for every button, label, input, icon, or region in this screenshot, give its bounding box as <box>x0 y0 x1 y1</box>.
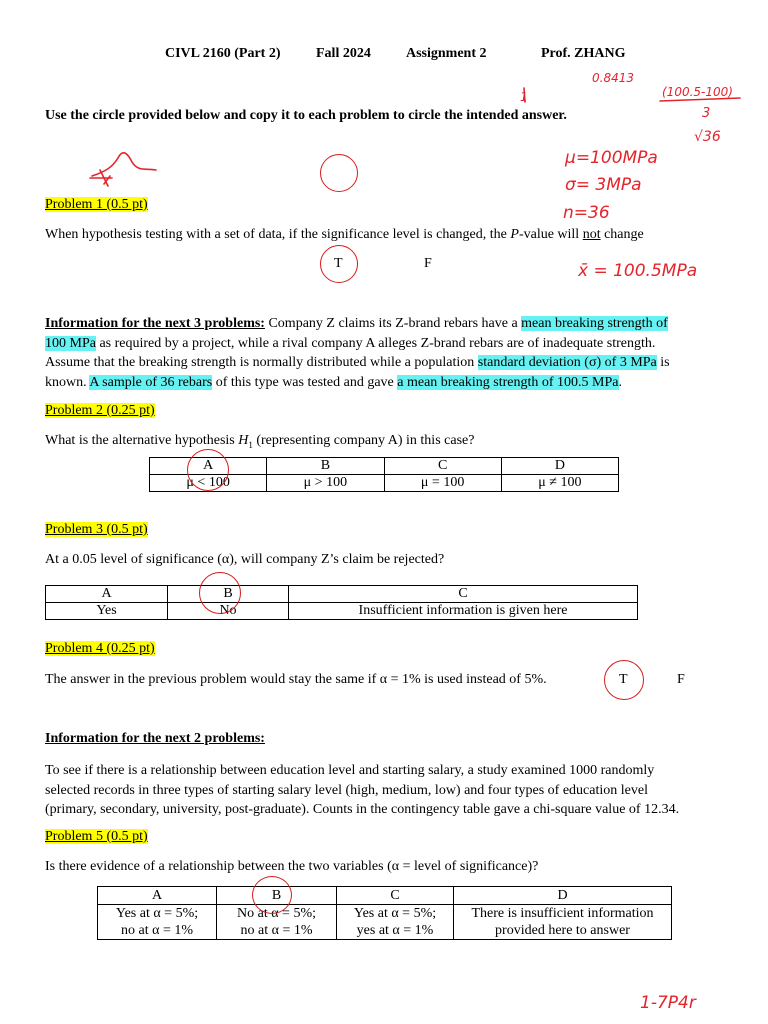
info-1-heading: Information for the next 3 problems: <box>45 316 265 331</box>
problem-1-title: Problem 1 (0.5 pt) <box>45 197 148 212</box>
p2-option-c[interactable]: μ = 100 <box>384 475 501 492</box>
p2-header-d: D <box>501 458 618 475</box>
hand-note-6: μ=100MPa <box>565 148 658 168</box>
p3-header-b: B <box>168 586 289 603</box>
hand-note-3: (100.5-100) <box>662 85 733 99</box>
p2-option-d[interactable]: μ ≠ 100 <box>501 475 618 492</box>
problem-2-title: Problem 2 (0.25 pt) <box>45 403 155 418</box>
problem-3-question: At a 0.05 level of significance (α), will company Z’s claim be rejected? <box>45 552 445 567</box>
p5-option-a-line2[interactable]: no at α = 1% <box>98 922 217 940</box>
problem-1-option-false[interactable]: F <box>424 256 432 271</box>
p5-option-b-line2[interactable]: no at α = 1% <box>217 922 337 940</box>
problem-4-question: The answer in the previous problem would stay the same if α = 1% is used instead of 5%. <box>45 672 547 687</box>
hand-arrow-sketch <box>90 170 112 186</box>
p2-header-c: C <box>384 458 501 475</box>
course-code: CIVL 2160 (Part 2) <box>165 46 281 61</box>
p3-option-b[interactable]: No <box>168 603 289 620</box>
p5-header-c: C <box>337 887 454 905</box>
problem-2-question: What is the alternative hypothesis $H_1$ (representing company A) in this case? <box>45 433 475 450</box>
problem-5-title: Problem 5 (0.5 pt) <box>45 829 148 844</box>
problem-1-question: When hypothesis testing with a set of data, if the significance level is changed, the P-value will not change <box>45 227 644 242</box>
professor: Prof. ZHANG <box>541 46 626 61</box>
hand-note-10: 1-7P4r <box>640 993 696 1013</box>
info-block-1: Information for the next 3 problems: Company Z claims its Z-brand rebars have a mean breaking strength of 100 MPa as required by a project, while a rival company A alleges Z-brand rebars are of inadequate strength. Assume that the breaking strength is normally distributed while a population standard deviation (σ) of 3 MPa is known. A sample of 36 rebars of this type was tested and gave a mean breaking strength of 100.5 MPa. <box>45 316 670 390</box>
problem-3-title: Problem 3 (0.5 pt) <box>45 522 148 537</box>
problem-4-title: Problem 4 (0.25 pt) <box>45 641 155 656</box>
hand-note-2: 0.8413 <box>592 71 634 85</box>
p5-header-b: B <box>217 887 337 905</box>
p5-option-d-line1[interactable]: There is insufficient information <box>454 905 672 923</box>
hand-note-7: σ= 3MPa <box>565 175 642 195</box>
p5-option-c-line2[interactable]: yes at α = 1% <box>337 922 454 940</box>
term: Fall 2024 <box>316 46 371 61</box>
problem-1-option-true[interactable]: T <box>334 256 343 271</box>
hand-note-4: 3 <box>702 106 711 121</box>
instruction: Use the circle provided below and copy it to each problem to circle the intended answer. <box>45 108 567 123</box>
p2-option-b[interactable]: μ > 100 <box>267 475 384 492</box>
p5-option-d-line2[interactable]: provided here to answer <box>454 922 672 940</box>
p2-option-a[interactable]: μ < 100 <box>150 475 267 492</box>
hand-note-8: n=36 <box>563 203 610 223</box>
p5-header-d: D <box>454 887 672 905</box>
p5-header-a: A <box>98 887 217 905</box>
p3-header-a: A <box>46 586 168 603</box>
p5-option-a-line1[interactable]: Yes at α = 5%; <box>98 905 217 923</box>
p3-option-c[interactable]: Insufficient information is given here <box>289 603 638 620</box>
problem-5-question: Is there evidence of a relationship between the two variables (α = level of significance)? <box>45 859 539 874</box>
problem-4-option-false[interactable]: F <box>677 672 685 687</box>
info-2-heading: Information for the next 2 problems: <box>45 731 265 746</box>
p3-header-c: C <box>289 586 638 603</box>
p3-option-a[interactable]: Yes <box>46 603 168 620</box>
hand-note-1: 1 <box>520 90 528 104</box>
hand-note-5: √36 <box>694 129 721 145</box>
assignment-title: Assignment 2 <box>406 46 487 61</box>
p2-header-b: B <box>267 458 384 475</box>
p5-option-c-line1[interactable]: Yes at α = 5%; <box>337 905 454 923</box>
p5-option-b-line1[interactable]: No at α = 5%; <box>217 905 337 923</box>
hand-note-9: x̄ = 100.5MPa <box>578 261 698 281</box>
p2-header-a: A <box>150 458 267 475</box>
info-block-2: To see if there is a relationship between education level and starting salary, a study examined 1000 randomly selected records in three types of starting salary level (high, medium, low) and four types of education level (primary, secondary, university, post-graduate). Counts in the contingency table gave a chi-square value of 12.34. <box>45 763 680 817</box>
problem-4-option-true[interactable]: T <box>619 672 628 687</box>
